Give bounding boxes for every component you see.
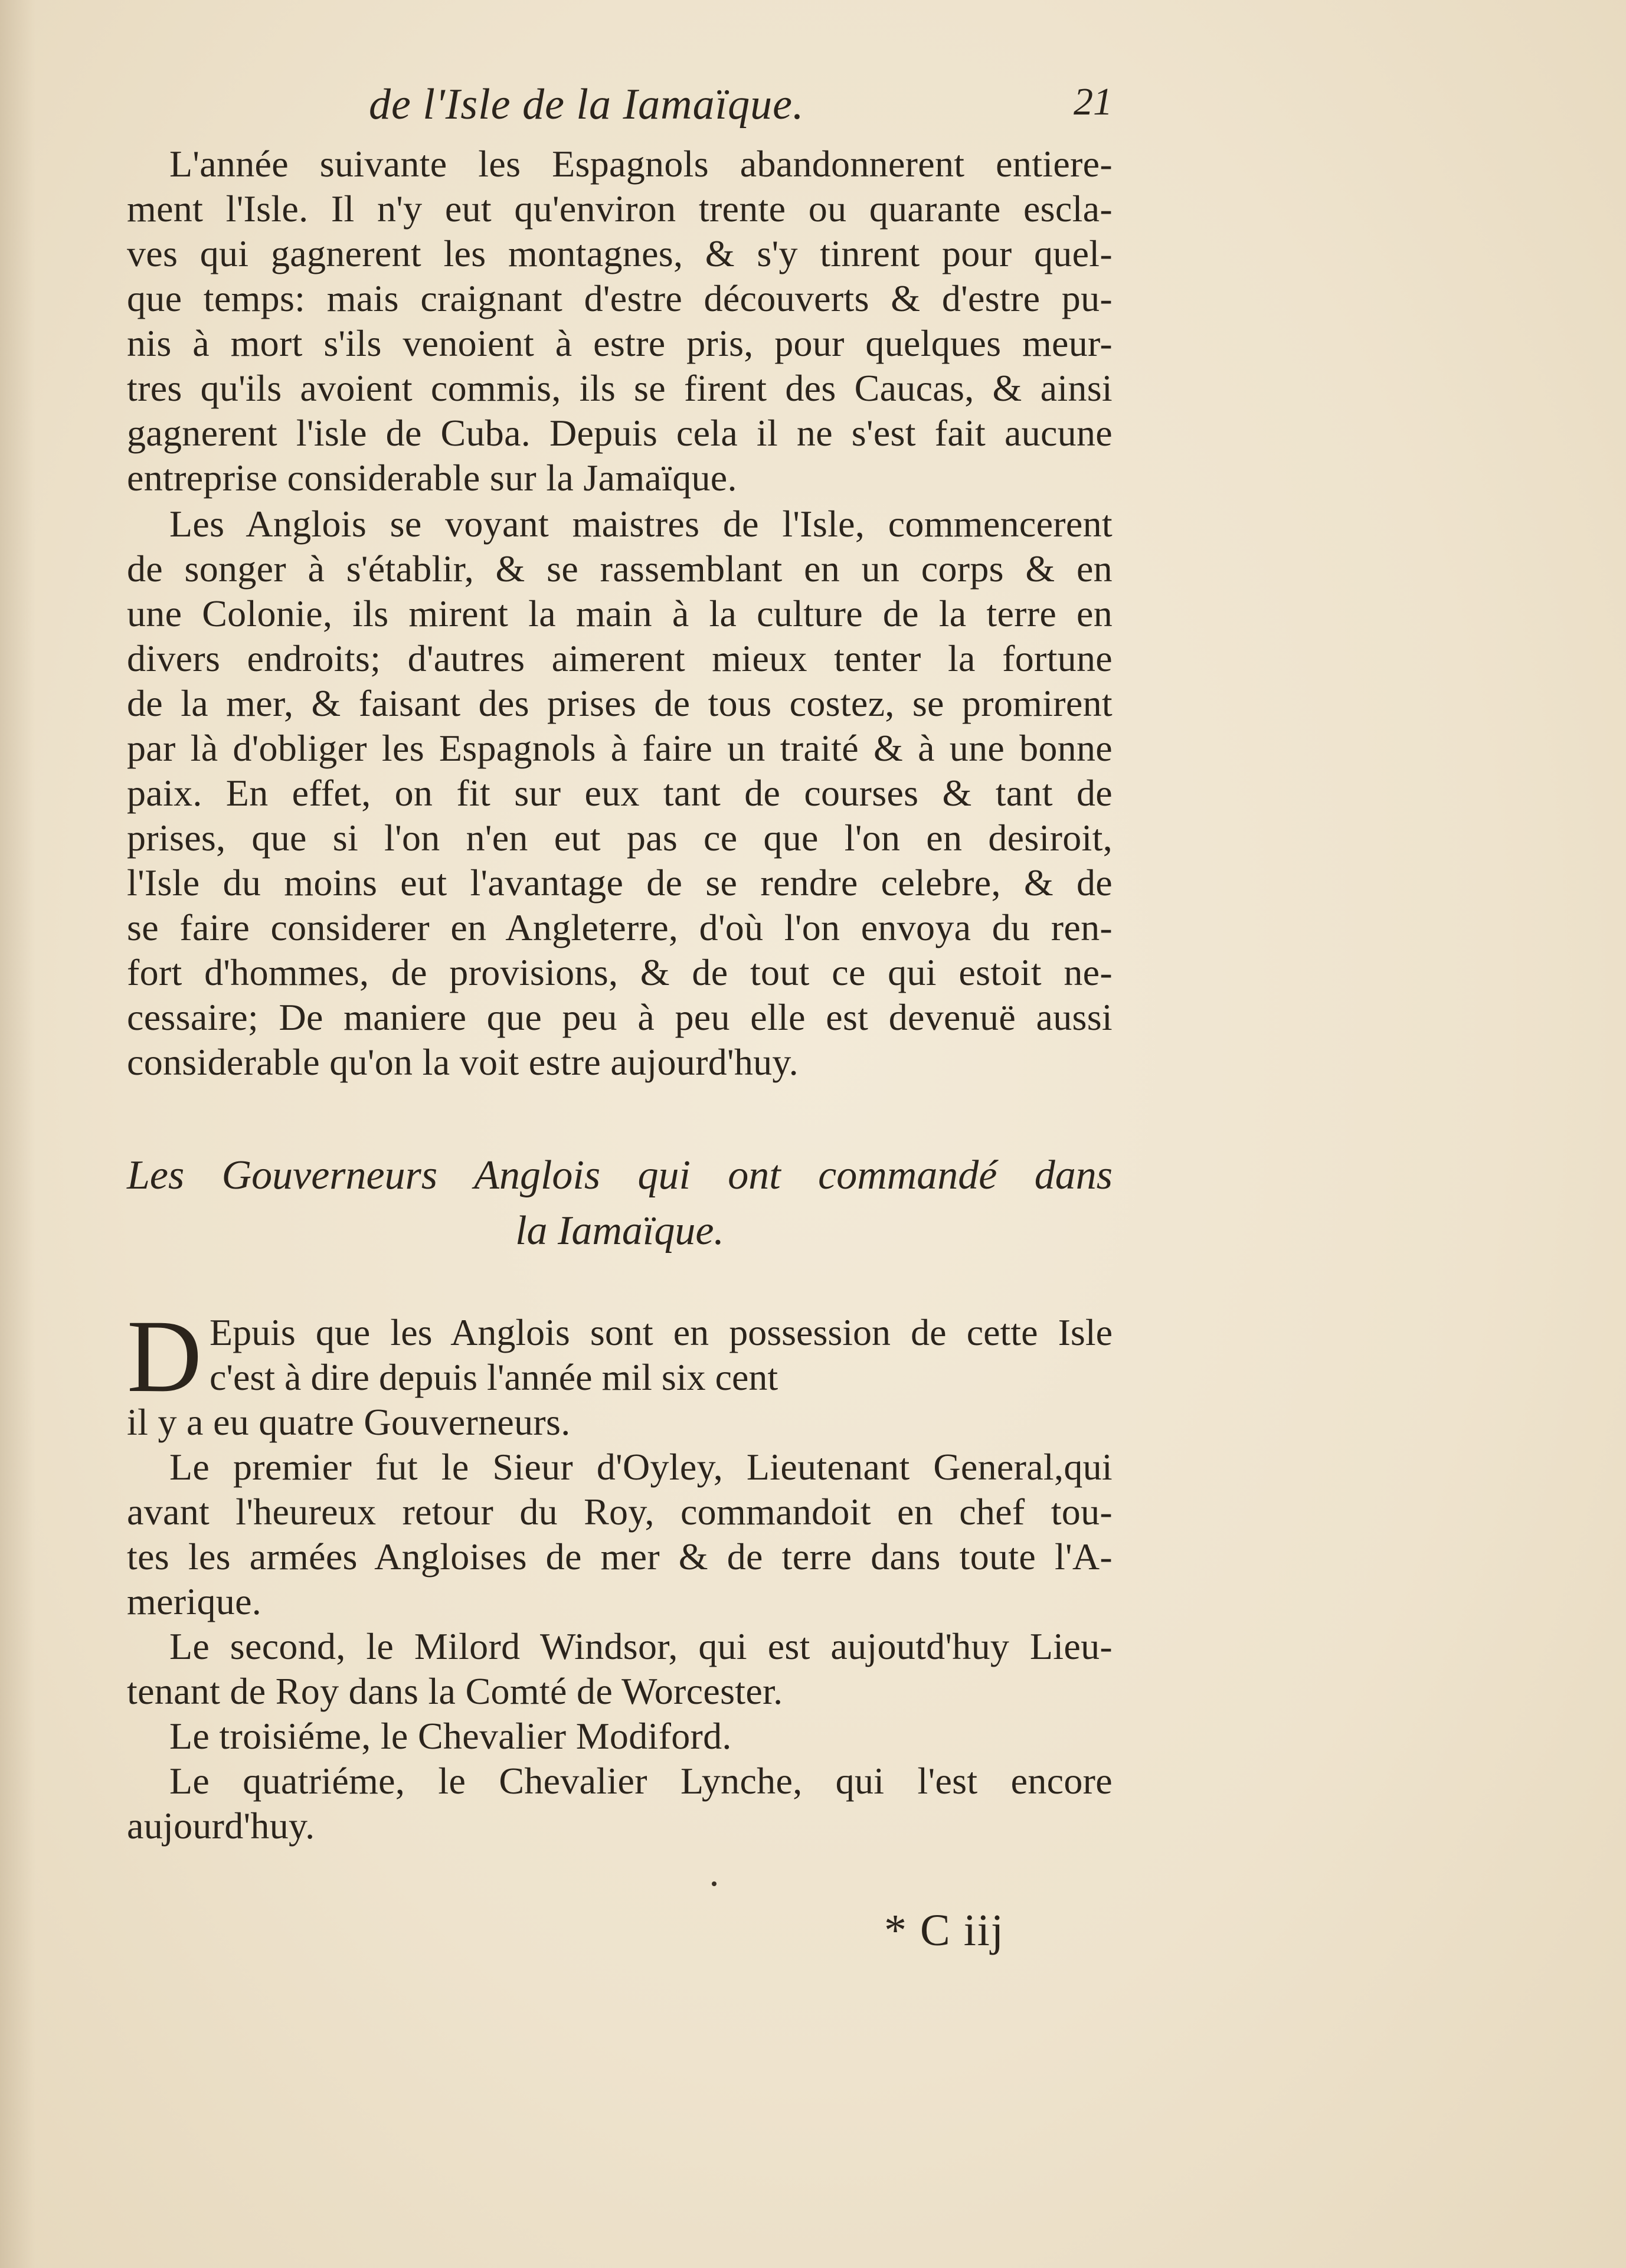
text-line: Les Anglois se voyant maistres de l'Isle, commencerent — [169, 503, 1113, 545]
text-line: entreprise considerable sur la Jamaïque. — [127, 457, 737, 499]
section-heading — [127, 1148, 1113, 1259]
paragraph-english-settle — [127, 502, 1113, 1085]
text-line: de la mer, & faisant des prises de tous costez, se promirent — [127, 682, 1113, 724]
text-line: une Colonie, ils mirent la main à la culture de la terre en — [127, 593, 1113, 634]
text-line: avant l'heureux retour du Roy, commandoit en chef tou- — [127, 1491, 1113, 1533]
ink-speck — [712, 1881, 717, 1886]
text-line: aujourd'huy. — [127, 1805, 315, 1847]
text-line: se faire considerer en Angleterre, d'où l'on envoya du ren- — [127, 906, 1113, 948]
catchword-signature: * C iij — [884, 1906, 1005, 1955]
text-line: nis à mort s'ils venoient à estre pris, pour quelques meur- — [127, 322, 1113, 364]
text-line: prises, que si l'on n'en eut pas ce que l'on en desiroit, — [127, 817, 1113, 859]
text-line: Epuis que les Anglois sont en possession de cette Isle — [210, 1311, 1113, 1353]
text-line: tres qu'ils avoient commis, ils se firent des Caucas, & ainsi — [127, 367, 1113, 409]
page-gutter-shadow — [0, 0, 35, 2268]
paragraph-governors-intro — [127, 1299, 1113, 1414]
text-line: Le premier fut le Sieur d'Oyley, Lieutenant General,qui — [169, 1446, 1113, 1488]
text-line: par là d'obliger les Espagnols à faire un traité & à une bonne — [127, 727, 1113, 769]
text-line: c'est à dire depuis l'année mil six cent — [210, 1356, 778, 1398]
text-line: L'année suivante les Espagnols abandonnerent entiere- — [169, 143, 1113, 185]
text-line: l'Isle du moins eut l'avantage de se rendre celebre, & de — [127, 862, 1113, 904]
text-line: gagnerent l'isle de Cuba. Depuis cela il ne s'est fait aucune — [127, 412, 1113, 454]
text-line: merique. — [127, 1580, 262, 1622]
section-heading-line: la Iamaïque. — [515, 1208, 724, 1254]
text-line: de songer à s'établir, & se rassemblant en un corps & en — [127, 548, 1113, 590]
governors-list — [127, 1400, 1113, 1848]
text-line: cessaire; De maniere que peu à peu elle est devenuë aussi — [127, 996, 1113, 1038]
text-line: Le troisiéme, le Chevalier Modiford. — [169, 1715, 732, 1757]
text-line: considerable qu'on la voit estre aujourd'huy. — [127, 1041, 799, 1083]
text-line: ment l'Isle. Il n'y eut qu'environ trente ou quarante escla- — [127, 188, 1113, 230]
text-line: paix. En effet, on fit sur eux tant de courses & tant de — [127, 772, 1113, 814]
text-line: fort d'hommes, de provisions, & de tout ce qui estoit ne- — [127, 951, 1113, 993]
text-line: ves qui gagnerent les montagnes, & s'y tinrent pour quel- — [127, 233, 1113, 274]
text-line: divers endroits; d'autres aimerent mieux tenter la fortune — [127, 637, 1113, 679]
text-line: Le second, le Milord Windsor, qui est aujoutd'huy Lieu- — [169, 1625, 1113, 1667]
text-line: tenant de Roy dans la Comté de Worcester. — [127, 1670, 783, 1712]
text-line: tes les armées Angloises de mer & de terre dans toute l'A- — [127, 1536, 1113, 1578]
page-number: 21 — [1074, 80, 1113, 123]
page-header — [127, 80, 1113, 133]
drop-cap: D — [127, 1299, 202, 1414]
text-line: il y a eu quatre Gouverneurs. — [127, 1401, 571, 1443]
section-heading-line: Les Gouverneurs Anglois qui ont commandé dans — [127, 1153, 1113, 1198]
paragraph-spanish-abandon — [127, 142, 1113, 500]
text-line: que temps: mais craignant d'estre découverts & d'estre pu- — [127, 277, 1113, 319]
running-title: de l'Isle de la Iamaïque. — [369, 80, 804, 129]
text-line: Le quatriéme, le Chevalier Lynche, qui l'est encore — [169, 1760, 1113, 1802]
